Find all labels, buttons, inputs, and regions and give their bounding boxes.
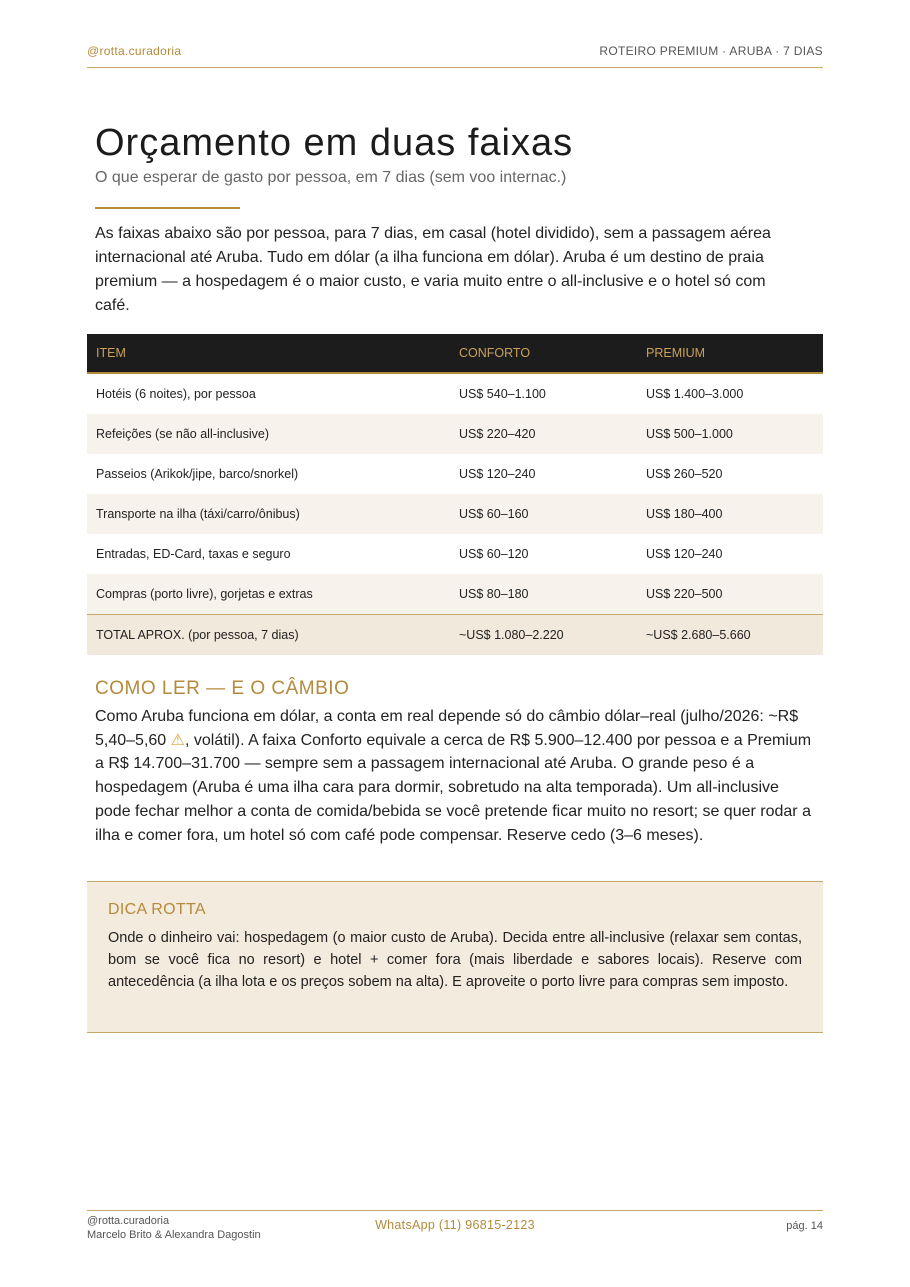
row-item: Entradas, ED-Card, taxas e seguro <box>96 547 291 561</box>
header-doc-title: ROTEIRO PREMIUM · ARUBA · 7 DIAS <box>599 44 823 58</box>
table-row <box>87 494 823 534</box>
row-item: Transporte na ilha (táxi/carro/ônibus) <box>87 494 450 534</box>
table-row <box>87 373 823 414</box>
row-item: Compras (porto livre), gorjetas e extras <box>87 574 450 615</box>
section-body-part-1: Como Aruba funciona em dólar, a conta em real depende só do câmbio dólar–real (julho/2026: ~R$ 5,40–5,60 <box>95 708 799 749</box>
row-conforto-value: US$ 540–1.100 <box>459 387 546 401</box>
row-premium-value: US$ 180–400 <box>637 494 823 534</box>
row-premium-value: US$ 1.400–3.000 <box>646 387 744 401</box>
column-header-item: ITEM <box>87 334 450 373</box>
section-body <box>95 705 815 847</box>
total-conforto-value: ~US$ 1.080–2.220 <box>450 615 637 656</box>
column-header-conforto: CONFORTO <box>450 334 637 373</box>
table-row <box>87 414 823 454</box>
row-premium-value: US$ 260–520 <box>646 467 723 481</box>
section-body-part-2: , volátil). A faixa Conforto equivale a cerca de R$ 5.900–12.400 por pessoa e a Premium a R$ 14.700–31.700 — sempre sem a passagem internacional até Aruba. O grande peso é a hospedagem (Aruba é uma ilha cara para dormir, sobretudo na alta temporada). Um all-inclusive pode fechar melhor a conta de comida/bebida se você pretende ficar muito no resort; se quer rodar a ilha e comer fora, um hotel só com café pode compensar. Reserve cedo (3–6 meses). <box>95 731 812 844</box>
row-conforto-value: US$ 60–120 <box>459 547 529 561</box>
footer-authors: Marcelo Brito & Alexandra Dagostin <box>87 1229 261 1241</box>
table-total-row <box>87 615 823 656</box>
tip-box <box>87 881 823 1033</box>
row-conforto-value: US$ 220–420 <box>450 414 637 454</box>
table-row <box>87 454 823 494</box>
row-premium-value: US$ 120–240 <box>646 547 723 561</box>
row-premium-value: US$ 220–500 <box>637 574 823 615</box>
tip-body: Onde o dinheiro vai: hospedagem (o maior custo de Aruba). Decida entre all-inclusive (relaxar sem contas, bom se você fica no resort) e hotel + comer fora (mais liberdade e sabores locais). Reserve com antecedência (a ilha lota e os preços sobem na alta). E aproveite o porto livre para compras sem imposto. <box>108 930 802 990</box>
page-title: Orçamento em duas faixas <box>95 122 574 164</box>
budget-table <box>87 334 823 655</box>
table-header-row <box>87 334 823 373</box>
total-label: TOTAL APROX. (por pessoa, 7 dias) <box>87 615 450 656</box>
row-item: Hotéis (6 noites), por pessoa <box>96 387 256 401</box>
page-header <box>87 44 823 68</box>
page-subtitle: O que esperar de gasto por pessoa, em 7 dias (sem voo internac.) <box>95 169 567 186</box>
tip-title: DICA ROTTA <box>108 901 206 918</box>
column-header-premium: PREMIUM <box>637 334 823 373</box>
header-brand: @rotta.curadoria <box>87 44 182 58</box>
footer-whatsapp-link[interactable]: WhatsApp (11) 96815-2123 <box>375 1218 535 1232</box>
section-title: COMO LER — E O CÂMBIO <box>95 678 350 699</box>
footer-brand: @rotta.curadoria <box>87 1215 170 1227</box>
row-conforto-value: US$ 120–240 <box>459 467 536 481</box>
page-footer <box>87 1210 823 1251</box>
row-item: Passeios (Arikok/jipe, barco/snorkel) <box>96 467 299 481</box>
row-conforto-value: US$ 80–180 <box>450 574 637 615</box>
total-premium-value: ~US$ 2.680–5.660 <box>637 615 823 656</box>
row-conforto-value: US$ 60–160 <box>450 494 637 534</box>
page-number: pág. 14 <box>786 1220 823 1232</box>
title-divider <box>95 207 240 209</box>
warning-icon: ⚠ <box>170 731 185 749</box>
row-item: Refeições (se não all-inclusive) <box>87 414 450 454</box>
table-row <box>87 574 823 615</box>
intro-paragraph: As faixas abaixo são por pessoa, para 7 dias, em casal (hotel dividido), sem a passagem aérea internacional até Aruba. Tudo em dólar (a ilha funciona em dólar). Aruba é um destino de praia premium — a hospedagem é o maior custo, e varia muito entre o all-inclusive e o hotel só com café. <box>95 225 771 314</box>
table-row <box>87 534 823 574</box>
row-premium-value: US$ 500–1.000 <box>637 414 823 454</box>
